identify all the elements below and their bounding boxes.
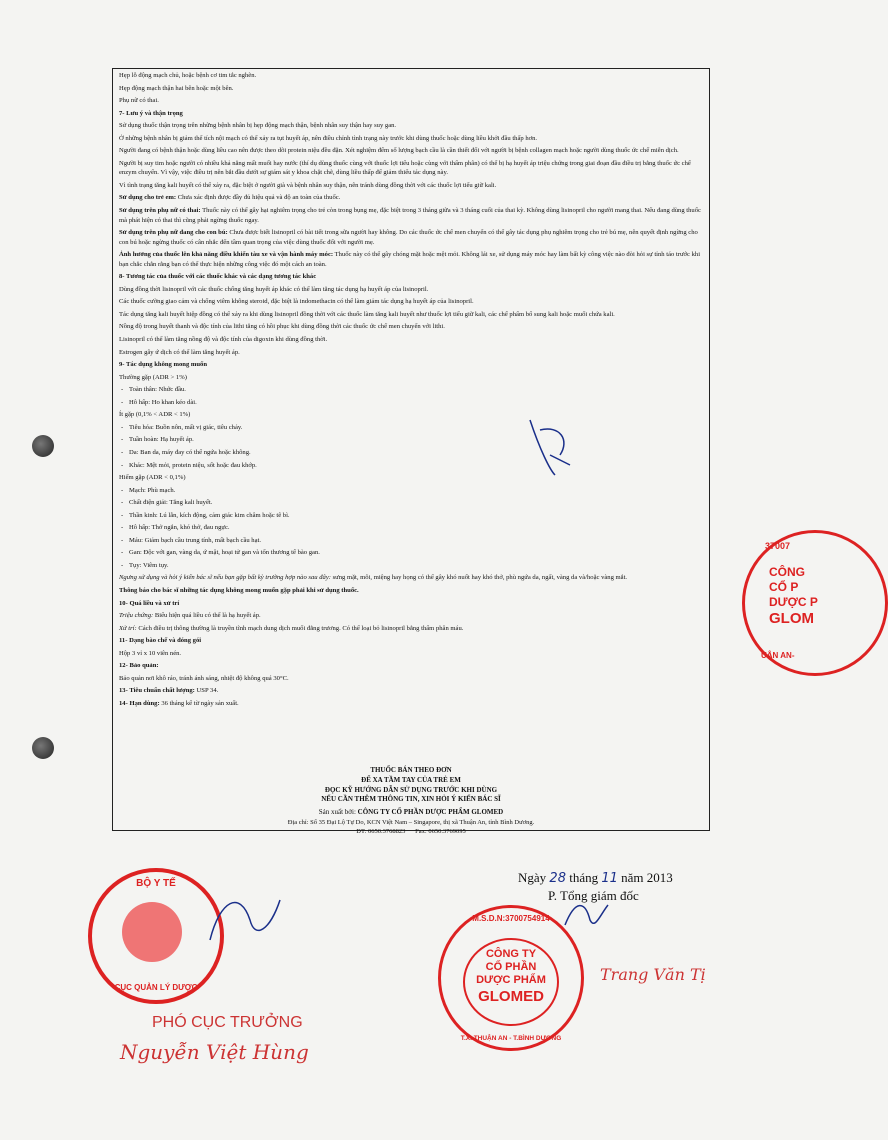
list-item: - Da: Ban da, máy đay có thể ngứa hoặc không.: [119, 448, 703, 458]
stamp-text: CÔNG: [769, 565, 805, 579]
label: Ảnh hưởng của thuốc lên khả năng điều khiển tàu xe và vận hành máy móc:: [119, 251, 334, 259]
label: 14- Hạn dùng:: [119, 699, 160, 707]
text-line: Ít gặp (0,1% < ADR < 1%): [119, 411, 191, 419]
text: Thuốc này có thể gây chóng mặt hoặc mệt mỏi. Không lái xe, sử dụng máy móc hay làm bất kỳ công việc nào đòi hỏi sự tỉnh táo trước khi bạn chắc chắn rằng bạn có thể thực hiện những công việc đó một cách an toàn.: [119, 251, 701, 268]
list-item: - Toàn thân: Nhức đầu.: [119, 385, 703, 395]
text: Thuốc này có thể gây hại nghiêm trọng cho trẻ còn trong bụng mẹ, đặc biệt trong 3 tháng giữa và 3 tháng cuối của thai kỳ. Không dùng lisinopril cho người mang thai. Nếu đang dùng thuốc mà phát hiện có thai thì cũng phải ngừng thuốc ngay.: [119, 207, 701, 224]
document-body: [112, 68, 710, 831]
handwritten-signature: [520, 410, 580, 480]
list-item: - Tiêu hóa: Buồn nôn, mất vị giác, tiêu chảy.: [119, 423, 703, 433]
text-line: Thường gặp (ADR > 1%): [119, 373, 187, 381]
stamp-text: GLOM: [769, 610, 814, 627]
label: Sử dụng cho trẻ em:: [119, 194, 177, 202]
director-name: Trang Văn Tị: [600, 965, 706, 984]
date-day: 28: [549, 871, 566, 886]
text-line: [119, 699, 703, 709]
text-line: Vì tình trạng tăng kali huyết có thể xảy ra, đặc biệt ở người già và bệnh nhân suy thận, nên tránh dùng đồng thời với các thuốc lợi tiểu giữ kali.: [119, 181, 497, 189]
text-line: [119, 228, 703, 247]
text-line: Estrogen gây ứ dịch có thể làm tăng huyết áp.: [119, 348, 240, 356]
date-mid: tháng: [569, 870, 599, 885]
address: Địa chỉ: Số 35 Đại Lộ Tự Do, KCN Việt Nam – Singapore, thị xã Thuận An, tỉnh Bình Dương.: [287, 818, 535, 826]
section-heading: 12- Bảo quản:: [119, 662, 159, 670]
list-item: - Tụy: Viêm tụy.: [119, 561, 703, 571]
list-item: - Khác: Mệt mỏi, protein niệu, sốt hoặc đau khớp.: [119, 461, 703, 471]
section-heading: 10- Quá liều và xử trí: [119, 599, 180, 607]
stamp-text: CỔ PHẦN: [485, 961, 537, 974]
signature-stroke: [565, 905, 608, 925]
text: sưng mặt, môi, miệng hay họng có thể gây khó nuốt hay khó thở, phù ngứa da, ngất, vàng da và/hoặc vàng mắt.: [330, 574, 628, 582]
signature-stroke: [210, 900, 280, 940]
text-line: [119, 250, 703, 269]
list-item: - Thần kinh: Lú lẫn, kích động, cảm giác kim châm hoặc tê bì.: [119, 511, 703, 521]
deputy-title: PHÓ CỤC TRƯỞNG: [152, 1014, 303, 1031]
signature-stroke: [530, 420, 570, 475]
text: USP 34.: [194, 687, 219, 695]
text-line: [119, 611, 703, 621]
label: Sử dụng trên phụ nữ có thai:: [119, 207, 201, 215]
footer-line: NẾU CẦN THÊM THÔNG TIN, XIN HỎI Ý KIẾN BÁC SĨ: [321, 795, 501, 804]
text: Chưa xác định được đầy đủ hiệu quả và độ an toàn của thuốc.: [176, 194, 341, 202]
stamp-text: GLOMED: [478, 987, 544, 1005]
edge-stamp: [742, 530, 888, 676]
text: Biểu hiện quá liều có thể là hạ huyết áp.: [153, 612, 261, 620]
text-line: [119, 206, 703, 225]
section-heading: 9- Tác dụng không mong muốn: [119, 361, 208, 369]
document-footer: [112, 766, 710, 836]
text-line: [119, 193, 703, 203]
section-heading: 8- Tương tác của thuốc với các thuốc khác và các dạng tương tác khác: [119, 273, 317, 281]
signing-date: [518, 870, 673, 886]
date-month: 11: [601, 871, 618, 886]
stamp-text: UẬN AN-: [761, 651, 795, 660]
text-line: Dùng đồng thời lisinopril với các thuốc chống tăng huyết áp khác có thể làm tăng tác dụng hạ huyết áp của lisinopril.: [119, 285, 429, 293]
stamp-text: BỘ Y TẾ: [136, 878, 176, 889]
text-line: Thông báo cho bác sĩ những tác dụng không mong muốn gặp phải khi sử dụng thuốc.: [119, 586, 359, 594]
text-line: Bảo quản nơi khô ráo, tránh ánh sáng, nhiệt độ không quá 30°C.: [119, 674, 289, 682]
list-item: - Hô hấp: Ho khan kéo dài.: [119, 398, 703, 408]
handwritten-signature: [560, 895, 610, 935]
text-line: Người đang có bệnh thận hoặc dùng liều cao nên được theo dõi protein niệu đều đặn. Xét nghiệm đếm số lượng bạch cầu là cần thiết đối với người bị bệnh collagen mạch hoặc người dùng thuốc ức chế miễn dịch.: [119, 147, 679, 155]
text-line: [119, 624, 703, 634]
date-year: năm 2013: [621, 870, 673, 885]
italic-text: Xử trí:: [119, 624, 137, 632]
emblem-icon: [122, 902, 182, 962]
italic-text: Ngưng sử dụng và hỏi ý kiến bác sĩ nếu bạn gặp bất kỳ trường hợp nào sau đây:: [119, 574, 331, 582]
list-item: - Chất điện giải: Tăng kali huyết.: [119, 498, 703, 508]
footer-line: THUỐC BÁN THEO ĐƠN: [370, 766, 452, 774]
stamp-text: DƯỢC PHẨM: [476, 974, 546, 987]
text-line: Các thuốc cường giao cảm và chống viêm không steroid, đặc biệt là indomethacin có thể làm giảm tác dụng hạ huyết áp của lisinopril.: [119, 298, 474, 306]
text: 36 tháng kể từ ngày sản xuất.: [159, 699, 239, 707]
label: Sản xuất bởi:: [318, 808, 356, 817]
stamp-msdn: M.S.D.N:3700754914: [472, 914, 550, 923]
list-item: - Tuần hoàn: Hạ huyết áp.: [119, 435, 703, 445]
text-line: [119, 573, 703, 583]
italic-text: Triệu chứng:: [119, 612, 154, 620]
contact: [112, 827, 710, 836]
stamp-text: CỔ P: [769, 580, 799, 594]
stamp-text: CỤC QUẢN LÝ DƯỢC: [114, 983, 198, 992]
phone: ĐT: 0650.3768823: [356, 828, 406, 836]
handwritten-signature: [200, 880, 290, 960]
text: Cách điều trị thông thường là truyền tĩnh mạch dung dịch muối đẳng trương. Có thể loại bỏ lisinopril bằng thẩm phân máu.: [136, 624, 464, 632]
text-line: Tác dụng tăng kali huyết hiệp đồng có thể xảy ra khi dùng lisinopril đồng thời với các thuốc làm tăng kali huyết như thuốc lợi tiểu giữ kali, các chế phẩm bổ sung kali hoặc muối chứa kali.: [119, 310, 615, 318]
text-line: Hộp 3 vỉ x 10 viên nén.: [119, 649, 182, 657]
text-line: Hẹp động mạch thận hai bên hoặc một bên.: [119, 84, 234, 92]
deputy-name: Nguyễn Việt Hùng: [120, 1040, 309, 1064]
text-line: Hiếm gặp (ADR < 0,1%): [119, 474, 186, 482]
text-line: Ở những bệnh nhân bị giảm thể tích nội mạch có thể xảy ra tụt huyết áp, nên điều chỉnh tình trạng này trước khi dùng thuốc hoặc dùng liều khởi đầu thấp hơn.: [119, 134, 538, 142]
text: Chưa được biết lisinopril có bài tiết trong sữa người hay không. Do các thuốc ức chế men chuyển có thể gây tác dụng phụ nghiêm trọng cho trẻ bú mẹ, nên quyết định ngừng cho con bú hoặc ngừng thuốc có cân nhắc đến tầm quan trọng của việc dùng thuốc đối với người mẹ.: [119, 229, 698, 246]
company-name: CÔNG TY CỔ PHẦN DƯỢC PHẨM GLOMED: [357, 808, 504, 817]
label: 13- Tiêu chuẩn chất lượng:: [119, 687, 195, 695]
footer-line: ĐỌC KỸ HƯỚNG DẪN SỬ DỤNG TRƯỚC KHI DÙNG: [324, 785, 498, 794]
text-line: [119, 686, 703, 696]
stamp-text: DƯỢC P: [769, 595, 818, 609]
list-item: - Mạch: Phù mạch.: [119, 486, 703, 496]
text-line: Sử dụng thuốc thận trọng trên những bệnh nhân bị hẹp động mạch thận, bệnh nhân suy thận hay suy gan.: [119, 122, 397, 130]
footer-line: ĐỂ XA TẦM TAY CỦA TRẺ EM: [361, 775, 461, 784]
section-heading: 7- Lưu ý và thận trọng: [119, 109, 183, 117]
manufacturer: [112, 808, 710, 818]
text-line: Người bị suy tim hoặc người có nhiều khả năng mất muối hay nước (thí dụ dùng thuốc cùng với thuốc lợi tiểu hoặc cùng với thẩm phân) có thể bị hạ huyết áp triệu chứng trong giai đoạn đầu điều trị bằng thuốc ức chế enzym chuyển. Vì vậy, việc điều trị nên bắt đầu dưới sự giám sát y khoa chặt chẽ, dùng liều thấp để giảm thiểu tác dụng này.: [119, 159, 691, 177]
text-line: Nồng độ trong huyết thanh và độc tính của lithi tăng có hồi phục khi dùng đồng thời các thuốc ức chế men chuyển với lithi.: [119, 323, 445, 331]
punch-hole-1: [32, 435, 54, 457]
list-item: - Gan: Độc với gan, vàng da, ứ mật, hoại tử gan và tổn thương tế bào gan.: [119, 548, 703, 558]
text-line: Lisinopril có thể làm tăng nồng độ và độc tính của digoxin khi dùng đồng thời.: [119, 336, 328, 344]
stamp-text: CÔNG TY: [485, 948, 537, 960]
text-line: Phụ nữ có thai.: [119, 97, 159, 105]
stamp-place: T.X. THUẬN AN - T.BÌNH DƯƠNG: [460, 1035, 562, 1042]
text-line: Hẹp lỗ động mạch chủ, hoặc bệnh cơ tim tắc nghẽn.: [119, 72, 257, 79]
section-heading: 11- Dạng bào chế và đóng gói: [119, 637, 202, 645]
list-item: - Hô hấp: Thở ngắn, khó thở, đau ngực.: [119, 523, 703, 533]
signer-title: P. Tổng giám đốc: [548, 888, 639, 903]
date-prefix: Ngày: [518, 870, 547, 885]
label: Sử dụng trên phụ nữ đang cho con bú:: [119, 229, 228, 237]
stamp-text: 37007: [765, 541, 791, 551]
fax: Fax: 0650.3769095: [415, 828, 466, 836]
list-item: - Máu: Giảm bạch cầu trung tính, mất bạch cầu hạt.: [119, 536, 703, 546]
punch-hole-2: [32, 737, 54, 759]
